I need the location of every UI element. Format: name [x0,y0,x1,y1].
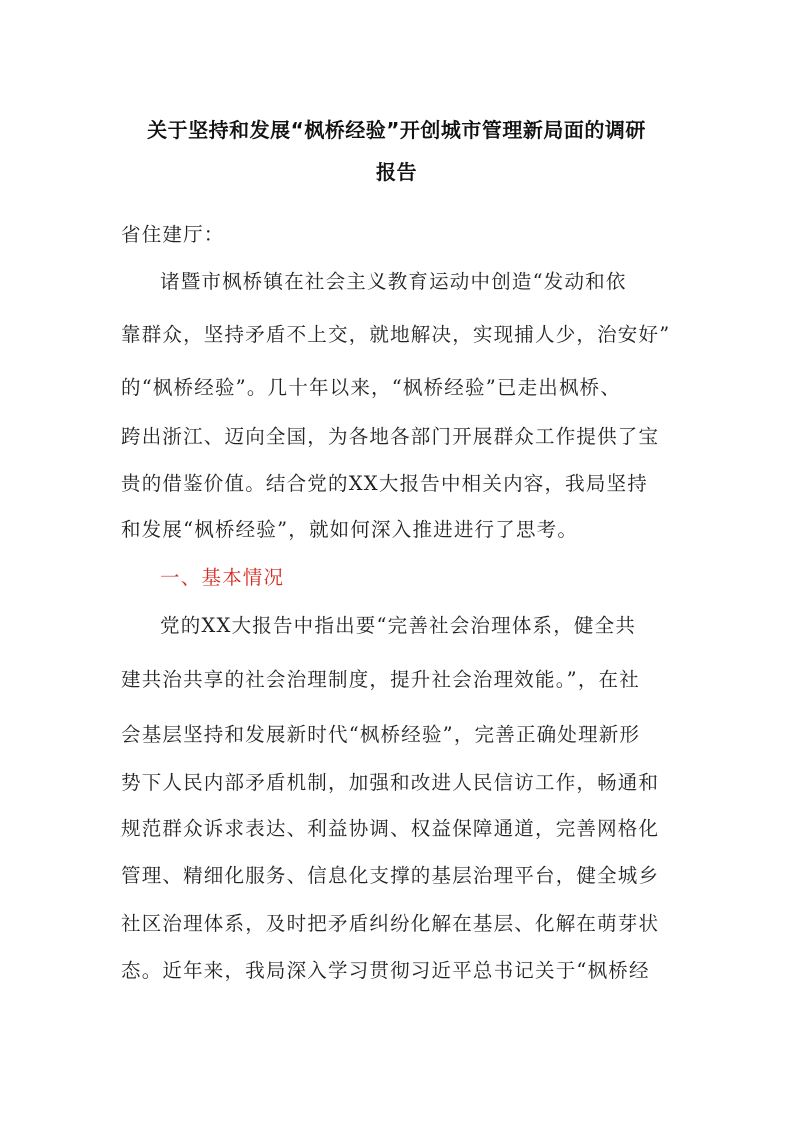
paragraph-line: 会基层坚持和发展新时代“枫桥经验”，完善正确处理新形 [121,723,641,746]
paragraph-line: 靠群众，坚持矛盾不上交，就地解决，实现捕人少，治安好” [121,323,671,346]
paragraph-line: 的“枫桥经验”。几十年以来，“枫桥经验”已走出枫桥、 [121,376,622,399]
section-heading: 一、基本情况 [160,566,285,589]
paragraph-line: 势下人民内部矛盾机制，加强和改进人民信访工作，畅通和 [121,771,660,794]
paragraph-line: 贵的借鉴价值。结合党的XX大报告中相关内容，我局坚持 [121,472,648,495]
paragraph-line: 党的XX大报告中指出要“完善社会治理体系，健全共 [160,614,637,637]
paragraph-line: 诸暨市枫桥镇在社会主义教育运动中创造“发动和依 [160,270,627,293]
paragraph-line: 规范群众诉求表达、利益协调、权益保障通道，完善网格化 [121,817,660,840]
paragraph-line: 态。近年来，我局深入学习贯彻习近平总书记关于“枫桥经 [121,959,650,982]
paragraph-line: 建共治共享的社会治理制度，提升社会治理效能。”，在社 [121,668,640,691]
document-title-line-2: 报告 [376,160,417,184]
document-title-line-1: 关于坚持和发展“枫桥经验”开创城市管理新局面的调研 [147,118,646,142]
paragraph-line: 管理、精细化服务、信息化支撑的基层治理平台，健全城乡 [121,864,660,887]
paragraph-line: 和发展“枫桥经验”，就如何深入推进进行了思考。 [121,518,579,541]
paragraph-line: 社区治理体系，及时把矛盾纠纷化解在基层、化解在萌芽状 [121,912,660,935]
paragraph-line: 跨出浙江、迈向全国，为各地各部门开展群众工作提供了宝 [121,425,660,448]
salutation: 省住建厅： [121,223,225,246]
